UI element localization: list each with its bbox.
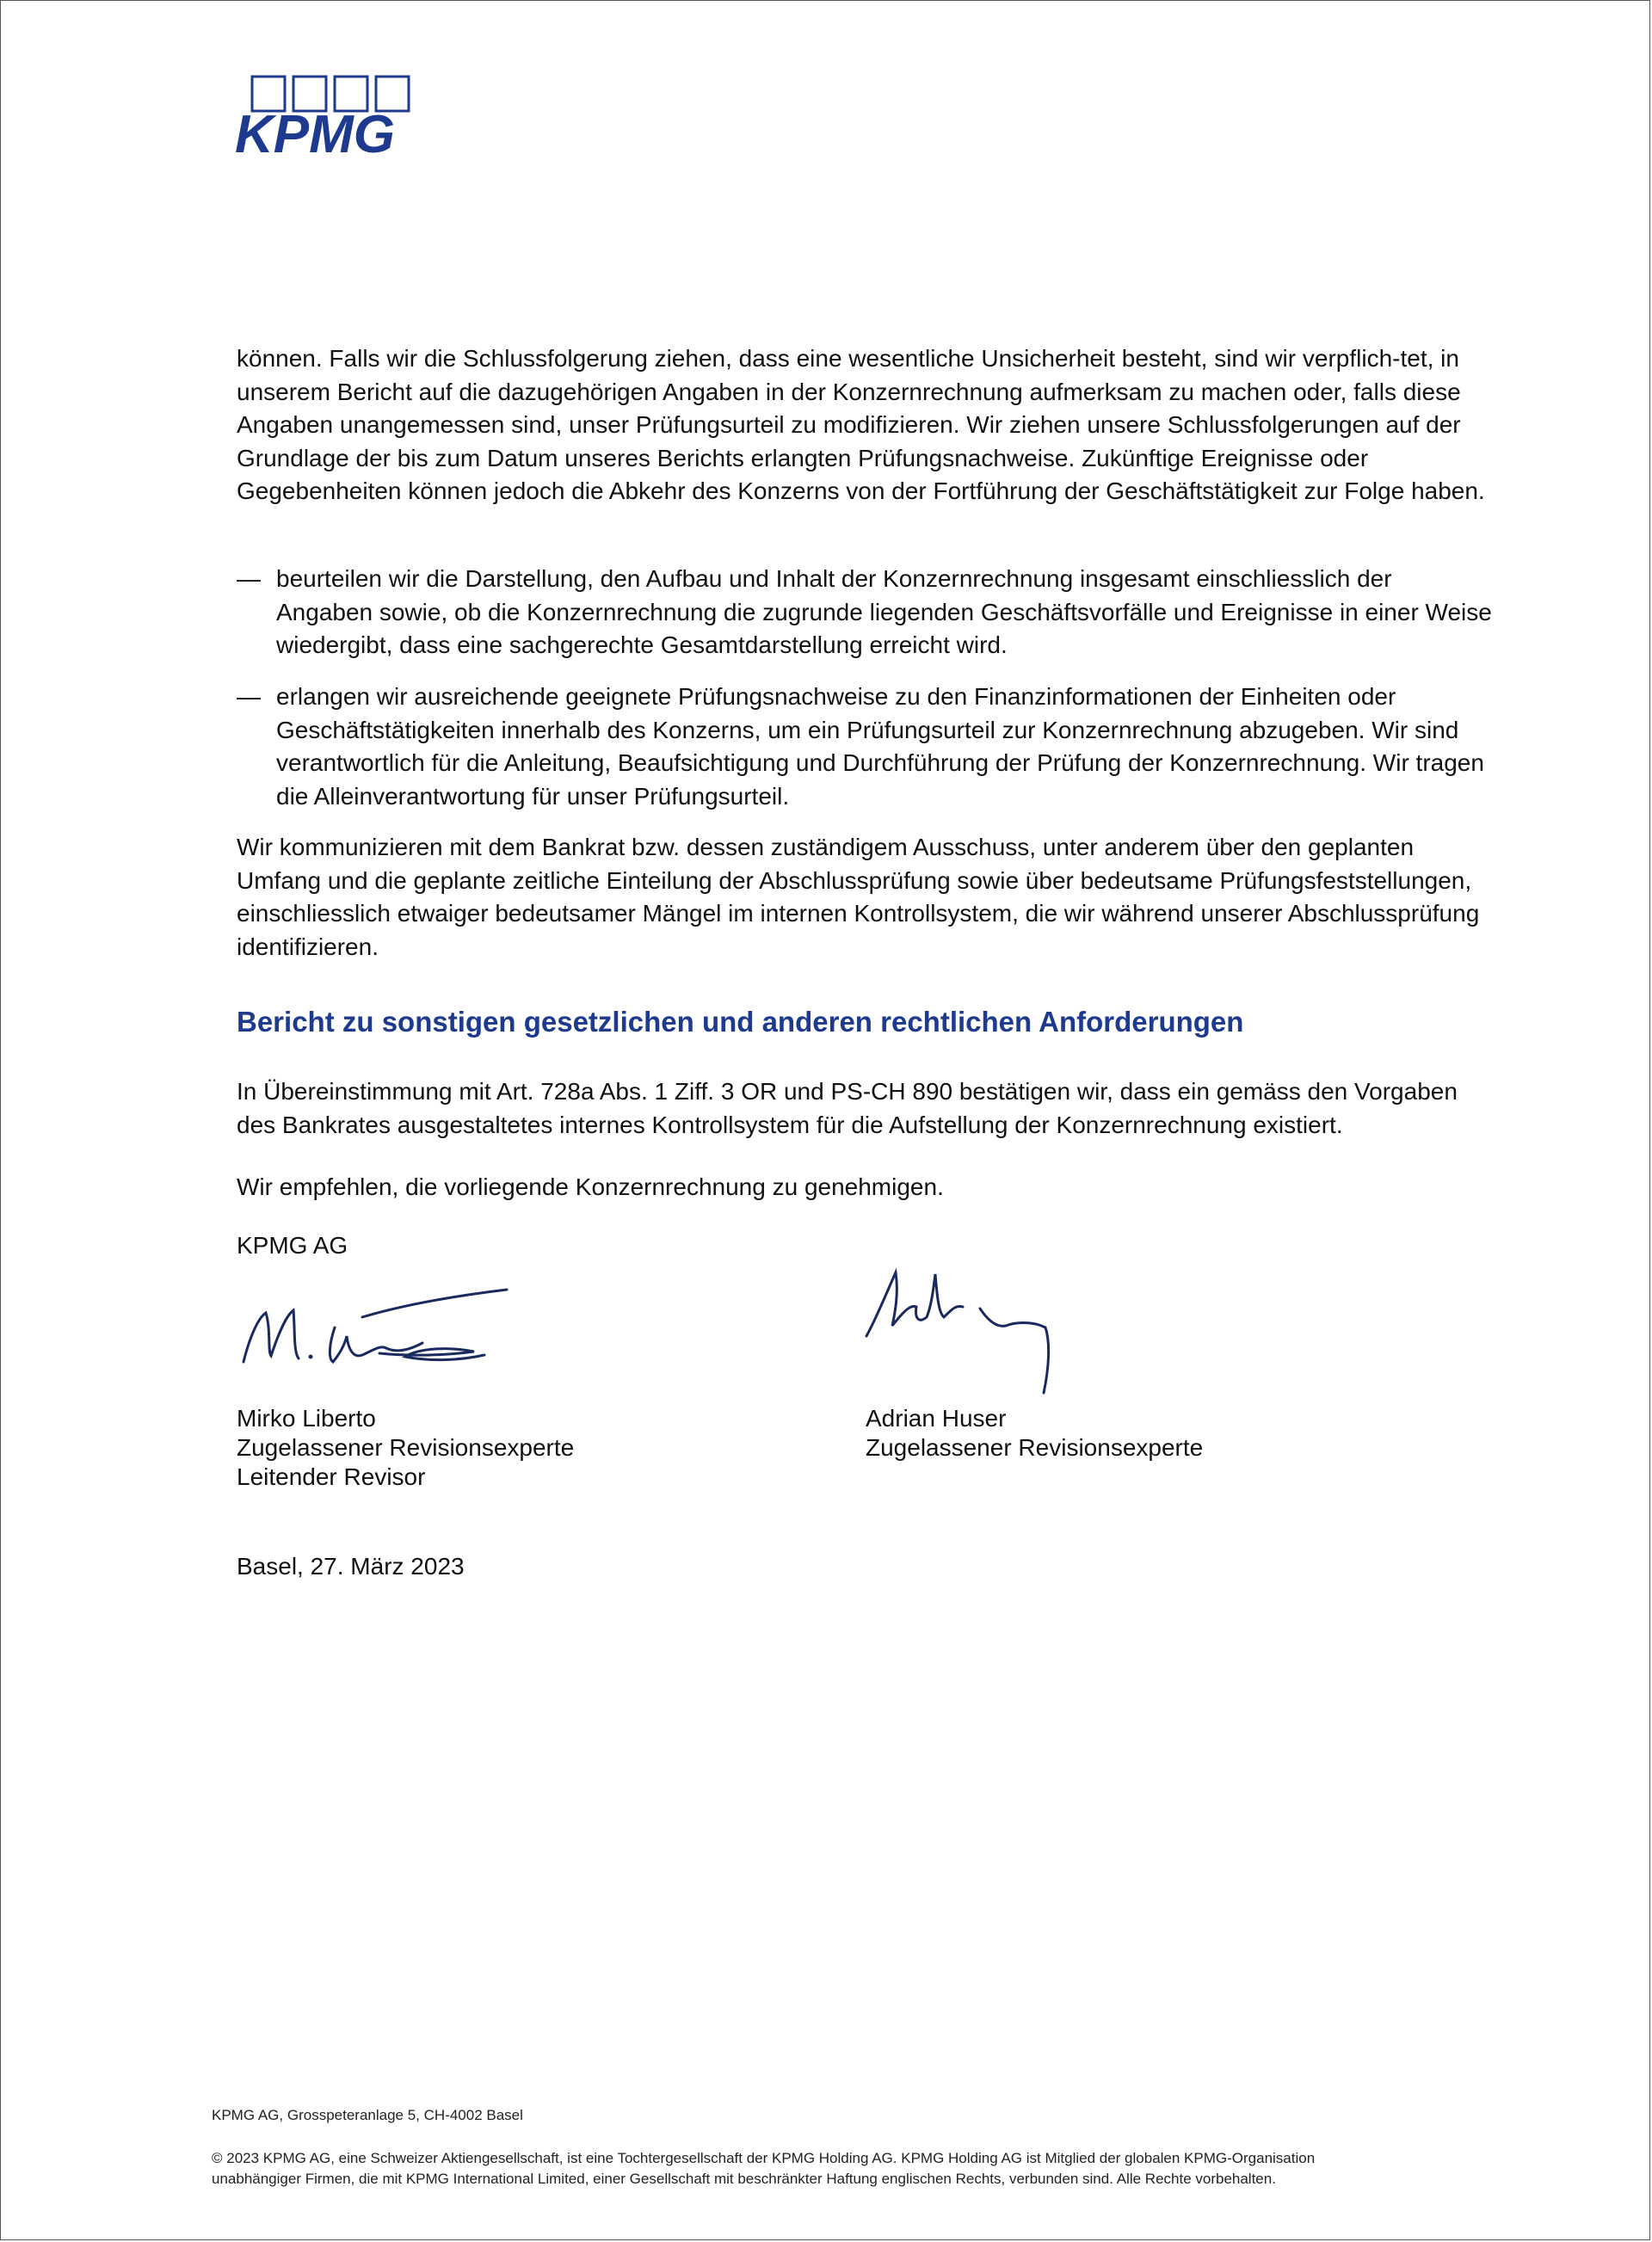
bullet-text: beurteilen wir die Darstellung, den Aufbau und Inhalt der Konzernrechnung insgesamt einschliesslich der Angaben sowie, ob die Konzernrechnung die zugrunde liegenden Geschäftsvorfälle und Ereignisse in einer Weise wiedergibt, dass eine sachgerechte Gesamtdarstellung erreicht wird. — [276, 565, 1492, 658]
kpmg-logo — [235, 73, 433, 159]
signer-title: Zugelassener Revisionsexperte — [866, 1434, 1204, 1461]
confirmation-paragraph: In Übereinstimmung mit Art. 728a Abs. 1 Ziff. 3 OR und PS-CH 890 bestätigen wir, dass ein gemäss den Vorgaben des Bankrates ausgestaltetes internes Kontrollsystem für die Aufstellung der Konzernrechnung existiert. — [237, 1078, 1458, 1138]
communication-paragraph: Wir kommunizieren mit dem Bankrat bzw. dessen zuständigem Ausschuss, unter anderem über den geplanten Umfang und die geplante zeitliche Einteilung der Abschlussprüfung sowie über bedeutsame Prüfungsfeststellungen, einschliesslich etwaiger bedeutsamer Mängel im internen Kontrollsystem, die wir während unserer Abschlussprüfung identifizieren. — [237, 834, 1480, 960]
signer-role: Leitender Revisor — [237, 1463, 426, 1490]
signer-huser — [866, 1404, 1203, 1463]
signer-liberto — [237, 1404, 574, 1492]
signer-name: Mirko Liberto — [237, 1405, 376, 1432]
signer-name: Adrian Huser — [866, 1405, 1007, 1432]
signature-huser — [860, 1257, 1066, 1399]
bullet-marker: — — [237, 565, 261, 592]
firm-name: KPMG AG — [237, 1232, 348, 1259]
bullet-item — [237, 681, 1493, 813]
signer-title: Zugelassener Revisionsexperte — [237, 1434, 575, 1461]
footer-legal: © 2023 KPMG AG, eine Schweizer Aktiengesellschaft, ist eine Tochtergesellschaft der KPMG Holding AG. KPMG Holding AG ist Mitglied der globalen KPMG-Organisation unabhängiger Firmen, die mit KPMG International Limited, einer Gesellschaft mit beschränkter Haftung englischen Rechts, verbunden sind. Alle Rechte vorbehalten. — [212, 2150, 1316, 2187]
bullet-marker: — — [237, 683, 261, 710]
recommendation-text: Wir empfehlen, die vorliegende Konzernrechnung zu genehmigen. — [237, 1173, 944, 1200]
intro-paragraph: können. Falls wir die Schlussfolgerung ziehen, dass eine wesentliche Unsicherheit besteht, sind wir verpflich-tet, in unserem Bericht auf die dazugehörigen Angaben in der Konzernrechnung aufmerksam zu machen oder, falls diese Angaben unangemessen sind, unser Prüfungsurteil zu modifizieren. Wir ziehen unsere Schlussfolgerungen auf der Grundlage der bis zum Datum unseres Berichts erlangten Prüfungsnachweise. Zukünftige Ereignisse oder Gegebenheiten können jedoch die Abkehr des Konzerns von der Fortführung der Geschäftstätigkeit zur Folge haben. — [237, 345, 1485, 504]
signature-liberto — [233, 1283, 517, 1377]
place-date: Basel, 27. März 2023 — [237, 1553, 465, 1580]
svg-text:KPMG: KPMG — [235, 105, 395, 159]
bullet-item — [237, 563, 1493, 662]
bullet-text: erlangen wir ausreichende geeignete Prüfungsnachweise zu den Finanzinformationen der Einheiten oder Geschäftstätigkeiten innerhalb des Konzerns, um ein Prüfungsurteil zur Konzernrechnung abzugeben. Wir sind verantwortlich für die Anleitung, Beaufsichtigung und Durchführung der Prüfung der Konzernrechnung. Wir tragen die Alleinverantwortung für unser Prüfungsurteil. — [276, 683, 1484, 810]
footer-address: KPMG AG, Grosspeteranlage 5, CH-4002 Basel — [212, 2107, 523, 2123]
section-heading: Bericht zu sonstigen gesetzlichen und anderen rechtlichen Anforderungen — [237, 1006, 1244, 1038]
